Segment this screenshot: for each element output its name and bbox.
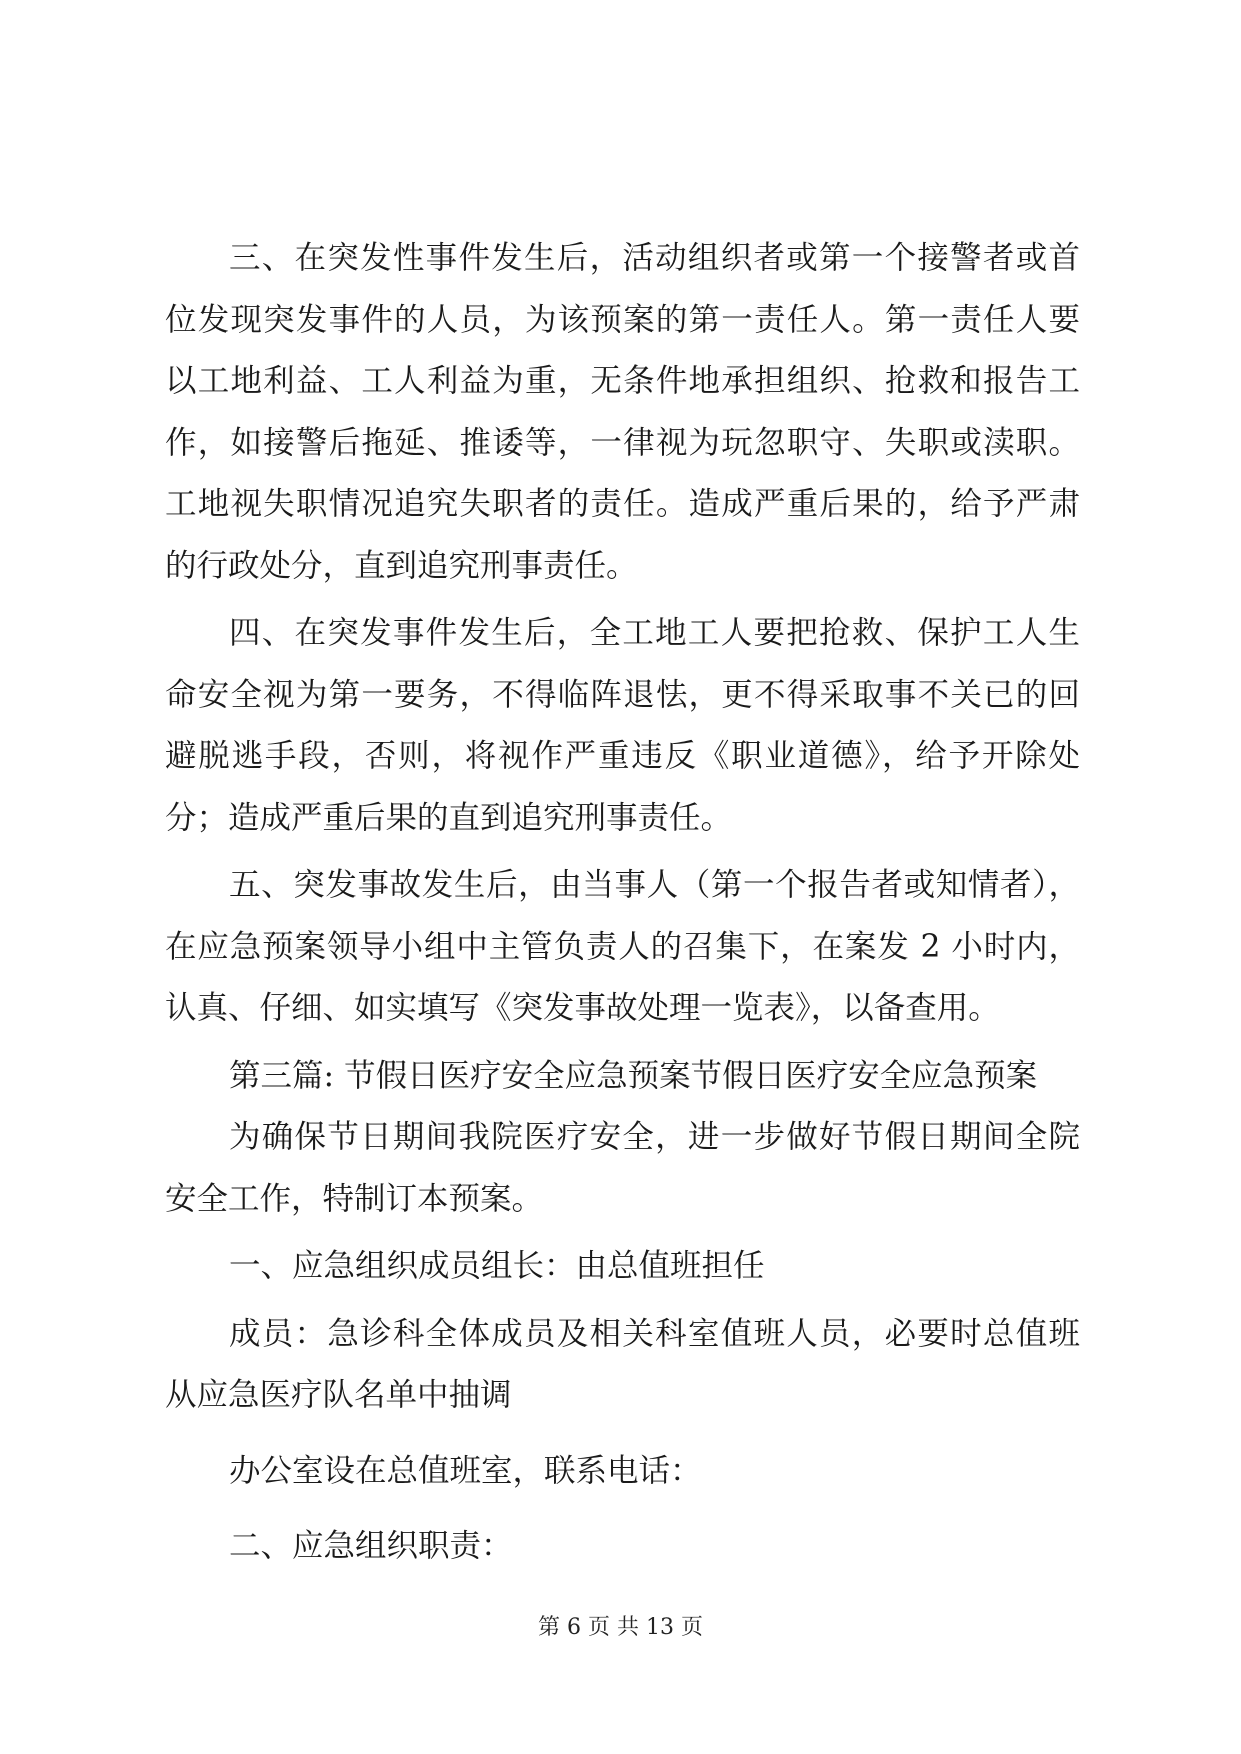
text-line: 安全工作，特制订本预案。 bbox=[165, 1180, 544, 1217]
text-line: 以工地利益、工人利益为重，无条件地承担组织、抢救和报告工 bbox=[165, 363, 1080, 399]
text-line: 办公室设在总值班室，联系电话： bbox=[229, 1452, 702, 1489]
text-line: 避脱逃手段，否则，将视作严重违反《职业道德》，给予开除处 bbox=[165, 738, 1080, 774]
text-line: 第三篇: 节假日医疗安全应急预案节假日医疗安全应急预案 bbox=[229, 1057, 1038, 1094]
text-line: 成员：急诊科全体成员及相关科室值班人员，必要时总值班 bbox=[229, 1315, 1080, 1352]
section-title-3 bbox=[165, 1046, 1080, 1108]
text-line: 分；造成严重后果的直到追究刑事责任。 bbox=[165, 799, 733, 836]
text-line: 四、在突发事件发生后，全工地工人要把抢救、保护工人生 bbox=[229, 615, 1080, 651]
text-line: 命安全视为第一要务，不得临阵退怯，更不得采取事不关已的回 bbox=[165, 676, 1080, 713]
page-number-footer: 第 6 页 共 13 页 bbox=[538, 1615, 703, 1640]
members-paragraph bbox=[165, 1304, 1080, 1427]
paragraph-5 bbox=[165, 855, 1080, 1040]
organization-heading bbox=[165, 1236, 1080, 1298]
text-line: 在应急预案领导小组中主管负责人的召集下，在案发 2 小时内， bbox=[165, 928, 1080, 965]
text-line: 为确保节日期间我院医疗安全，进一步做好节假日期间全院 bbox=[229, 1119, 1080, 1155]
text-line: 五、突发事故发生后，由当事人（第一个报告者或知情者）， bbox=[229, 867, 1080, 903]
text-line: 三、在突发性事件发生后，活动组织者或第一个接警者或首 bbox=[229, 240, 1080, 276]
text-line: 一、应急组织成员组长：由总值班担任 bbox=[229, 1248, 765, 1284]
text-line: 的行政处分，直到追究刑事责任。 bbox=[165, 547, 638, 584]
text-line: 二、应急组织职责： bbox=[229, 1528, 513, 1564]
document-body bbox=[165, 228, 1080, 1578]
text-line: 认真、仔细、如实填写《突发事故处理一览表》，以备查用。 bbox=[165, 990, 1000, 1026]
intro-paragraph bbox=[165, 1107, 1080, 1230]
text-line: 位发现突发事件的人员，为该预案的第一责任人。第一责任人要 bbox=[165, 301, 1080, 338]
paragraph-4 bbox=[165, 603, 1080, 849]
office-paragraph bbox=[165, 1441, 1080, 1503]
paragraph-3 bbox=[165, 228, 1080, 597]
text-line: 工地视失职情况追究失职者的责任。造成严重后果的，给予严肃 bbox=[165, 486, 1080, 522]
text-line: 从应急医疗队名单中抽调 bbox=[165, 1377, 512, 1413]
duties-heading bbox=[165, 1516, 1080, 1578]
text-line: 作，如接警后拖延、推诿等，一律视为玩忽职守、失职或渎职。 bbox=[165, 424, 1080, 461]
